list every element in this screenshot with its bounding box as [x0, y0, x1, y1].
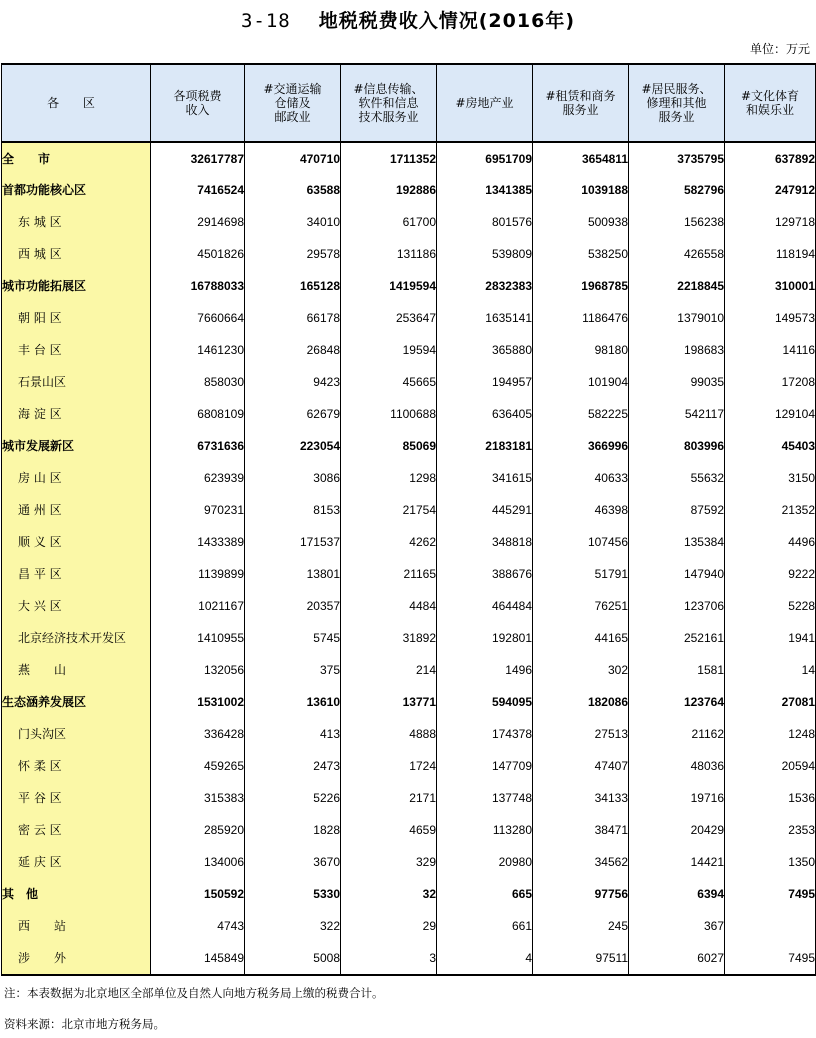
cell-value: 34010: [245, 206, 341, 238]
cell-value: 2832383: [437, 270, 533, 302]
unit-label: 单位：万元: [749, 42, 810, 56]
cell-value: 98180: [533, 334, 629, 366]
table-row: [2, 942, 816, 975]
cell-value: 20357: [245, 590, 341, 622]
cell-value: 8153: [245, 494, 341, 526]
cell-value: 801576: [437, 206, 533, 238]
cell-value: 118194: [725, 238, 816, 270]
cell-value: 66178: [245, 302, 341, 334]
cell-value: 129104: [725, 398, 816, 430]
cell-value: 6951709: [437, 142, 533, 174]
cell-value: 365880: [437, 334, 533, 366]
cell-value: 13801: [245, 558, 341, 590]
region-name: 石景山区: [2, 366, 151, 398]
cell-value: 165128: [245, 270, 341, 302]
table-row: [2, 750, 816, 782]
cell-value: 322: [245, 910, 341, 942]
region-name: 门头沟区: [2, 718, 151, 750]
cell-value: 2218845: [629, 270, 725, 302]
cell-value: 1828: [245, 814, 341, 846]
cell-value: 149573: [725, 302, 816, 334]
cell-value: 1021167: [151, 590, 245, 622]
table-row: [2, 494, 816, 526]
region-name: 燕 山: [2, 654, 151, 686]
column-header-resident-services: #居民服务、 修理和其他 服务业: [629, 64, 725, 142]
cell-value: 87592: [629, 494, 725, 526]
cell-value: 113280: [437, 814, 533, 846]
cell-value: 245: [533, 910, 629, 942]
cell-value: 5745: [245, 622, 341, 654]
cell-value: 145849: [151, 942, 245, 975]
cell-value: 1461230: [151, 334, 245, 366]
cell-value: 5008: [245, 942, 341, 975]
cell-value: 542117: [629, 398, 725, 430]
cell-value: 21162: [629, 718, 725, 750]
cell-value: 21754: [341, 494, 437, 526]
column-header-total: 各项税费 收入: [151, 64, 245, 142]
table-title: 地税税费收入情况(2016年): [318, 10, 575, 32]
cell-value: 1186476: [533, 302, 629, 334]
cell-value: 1635141: [437, 302, 533, 334]
cell-value: 32: [341, 878, 437, 910]
cell-value: 1350: [725, 846, 816, 878]
cell-value: 1100688: [341, 398, 437, 430]
cell-value: 134006: [151, 846, 245, 878]
cell-value: 147709: [437, 750, 533, 782]
cell-value: 27081: [725, 686, 816, 718]
cell-value: 19594: [341, 334, 437, 366]
cell-value: 7495: [725, 942, 816, 975]
cell-value: 970231: [151, 494, 245, 526]
cell-value: 375: [245, 654, 341, 686]
cell-value: 1379010: [629, 302, 725, 334]
cell-value: 247912: [725, 174, 816, 206]
cell-value: 131186: [341, 238, 437, 270]
column-header-region: 各 区: [2, 64, 151, 142]
cell-value: 129718: [725, 206, 816, 238]
cell-value: 1298: [341, 462, 437, 494]
cell-value: 55632: [629, 462, 725, 494]
cell-value: 366996: [533, 430, 629, 462]
cell-value: 16788033: [151, 270, 245, 302]
cell-value: 182086: [533, 686, 629, 718]
cell-value: 46398: [533, 494, 629, 526]
column-header-it: #信息传输、 软件和信息 技术服务业: [341, 64, 437, 142]
cell-value: 582796: [629, 174, 725, 206]
cell-value: 61700: [341, 206, 437, 238]
region-name: 房 山 区: [2, 462, 151, 494]
cell-value: 3670: [245, 846, 341, 878]
region-name: 西 站: [2, 910, 151, 942]
table-row: [2, 142, 816, 174]
cell-value: 637892: [725, 142, 816, 174]
cell-value: 7416524: [151, 174, 245, 206]
page-title: [0, 6, 816, 33]
cell-value: 4501826: [151, 238, 245, 270]
region-name: 密 云 区: [2, 814, 151, 846]
cell-value: 341615: [437, 462, 533, 494]
table-row: [2, 206, 816, 238]
cell-value: 4: [437, 942, 533, 975]
cell-value: 123706: [629, 590, 725, 622]
cell-value: 14116: [725, 334, 816, 366]
table-row: [2, 334, 816, 366]
cell-value: 214: [341, 654, 437, 686]
cell-value: 9222: [725, 558, 816, 590]
cell-value: 198683: [629, 334, 725, 366]
cell-value: 388676: [437, 558, 533, 590]
table-row: [2, 302, 816, 334]
header-row: [2, 64, 816, 142]
cell-value: 500938: [533, 206, 629, 238]
cell-value: 13771: [341, 686, 437, 718]
region-name: 丰 台 区: [2, 334, 151, 366]
cell-value: 194957: [437, 366, 533, 398]
column-header-real-estate: #房地产业: [437, 64, 533, 142]
cell-value: 4484: [341, 590, 437, 622]
cell-value: [725, 910, 816, 942]
table-row: [2, 654, 816, 686]
cell-value: 14421: [629, 846, 725, 878]
cell-value: 40633: [533, 462, 629, 494]
cell-value: 5226: [245, 782, 341, 814]
cell-value: 329: [341, 846, 437, 878]
cell-value: 17208: [725, 366, 816, 398]
table-row: [2, 558, 816, 590]
cell-value: 123764: [629, 686, 725, 718]
table-row: [2, 718, 816, 750]
cell-value: 348818: [437, 526, 533, 558]
cell-value: 4743: [151, 910, 245, 942]
cell-value: 2171: [341, 782, 437, 814]
table-row: [2, 526, 816, 558]
cell-value: 470710: [245, 142, 341, 174]
cell-value: 665: [437, 878, 533, 910]
column-header-culture-sports: #文化体育 和娱乐业: [725, 64, 816, 142]
cell-value: 13610: [245, 686, 341, 718]
cell-value: 2183181: [437, 430, 533, 462]
cell-value: 34133: [533, 782, 629, 814]
table-row: [2, 430, 816, 462]
table-row: [2, 686, 816, 718]
cell-value: 192886: [341, 174, 437, 206]
region-name: 昌 平 区: [2, 558, 151, 590]
region-name: 城市发展新区: [2, 430, 151, 462]
cell-value: 1581: [629, 654, 725, 686]
cell-value: 20594: [725, 750, 816, 782]
table-row: [2, 782, 816, 814]
table-row: [2, 366, 816, 398]
region-name: 怀 柔 区: [2, 750, 151, 782]
cell-value: 85069: [341, 430, 437, 462]
table-row: [2, 622, 816, 654]
table-row: [2, 462, 816, 494]
cell-value: 1941: [725, 622, 816, 654]
cell-value: 6731636: [151, 430, 245, 462]
cell-value: 1419594: [341, 270, 437, 302]
cell-value: 1248: [725, 718, 816, 750]
cell-value: 6394: [629, 878, 725, 910]
region-name: 生态涵养发展区: [2, 686, 151, 718]
cell-value: 156238: [629, 206, 725, 238]
region-name: 其 他: [2, 878, 151, 910]
region-name: 延 庆 区: [2, 846, 151, 878]
cell-value: 63588: [245, 174, 341, 206]
region-name: 城市功能拓展区: [2, 270, 151, 302]
table-row: [2, 238, 816, 270]
cell-value: 336428: [151, 718, 245, 750]
cell-value: 538250: [533, 238, 629, 270]
table-number: 3-18: [240, 10, 291, 32]
table-row: [2, 590, 816, 622]
cell-value: 38471: [533, 814, 629, 846]
cell-value: 6808109: [151, 398, 245, 430]
table-row: [2, 878, 816, 910]
cell-value: 174378: [437, 718, 533, 750]
cell-value: 192801: [437, 622, 533, 654]
cell-value: 9423: [245, 366, 341, 398]
cell-value: 1433389: [151, 526, 245, 558]
column-header-leasing: #租赁和商务 服务业: [533, 64, 629, 142]
region-name: 首都功能核心区: [2, 174, 151, 206]
cell-value: 3654811: [533, 142, 629, 174]
cell-value: 45403: [725, 430, 816, 462]
cell-value: 1039188: [533, 174, 629, 206]
cell-value: 44165: [533, 622, 629, 654]
table-note: 注：本表数据为北京地区全部单位及自然人向地方税务局上缴的税费合计。: [4, 986, 384, 1000]
cell-value: 252161: [629, 622, 725, 654]
cell-value: 302: [533, 654, 629, 686]
cell-value: 2353: [725, 814, 816, 846]
cell-value: 31892: [341, 622, 437, 654]
cell-value: 20980: [437, 846, 533, 878]
cell-value: 367: [629, 910, 725, 942]
cell-value: 426558: [629, 238, 725, 270]
table-row: [2, 174, 816, 206]
cell-value: 1410955: [151, 622, 245, 654]
cell-value: 310001: [725, 270, 816, 302]
region-name: 东 城 区: [2, 206, 151, 238]
cell-value: 1968785: [533, 270, 629, 302]
cell-value: 582225: [533, 398, 629, 430]
cell-value: 34562: [533, 846, 629, 878]
cell-value: 7660664: [151, 302, 245, 334]
cell-value: 223054: [245, 430, 341, 462]
cell-value: 1341385: [437, 174, 533, 206]
cell-value: 26848: [245, 334, 341, 366]
cell-value: 1531002: [151, 686, 245, 718]
cell-value: 107456: [533, 526, 629, 558]
cell-value: 2914698: [151, 206, 245, 238]
cell-value: 2473: [245, 750, 341, 782]
cell-value: 1496: [437, 654, 533, 686]
cell-value: 253647: [341, 302, 437, 334]
region-name: 涉 外: [2, 942, 151, 975]
cell-value: 48036: [629, 750, 725, 782]
cell-value: 21165: [341, 558, 437, 590]
cell-value: 62679: [245, 398, 341, 430]
table-row: [2, 846, 816, 878]
cell-value: 285920: [151, 814, 245, 846]
cell-value: 76251: [533, 590, 629, 622]
cell-value: 4659: [341, 814, 437, 846]
cell-value: 137748: [437, 782, 533, 814]
cell-value: 1139899: [151, 558, 245, 590]
cell-value: 135384: [629, 526, 725, 558]
cell-value: 5228: [725, 590, 816, 622]
cell-value: 132056: [151, 654, 245, 686]
cell-value: 6027: [629, 942, 725, 975]
cell-value: 32617787: [151, 142, 245, 174]
region-name: 通 州 区: [2, 494, 151, 526]
region-name: 全 市: [2, 142, 151, 174]
cell-value: 45665: [341, 366, 437, 398]
region-name: 西 城 区: [2, 238, 151, 270]
cell-value: 3086: [245, 462, 341, 494]
cell-value: 97511: [533, 942, 629, 975]
cell-value: 661: [437, 910, 533, 942]
cell-value: 594095: [437, 686, 533, 718]
cell-value: 413: [245, 718, 341, 750]
table-row: [2, 398, 816, 430]
cell-value: 27513: [533, 718, 629, 750]
cell-value: 3: [341, 942, 437, 975]
cell-value: 14: [725, 654, 816, 686]
cell-value: 20429: [629, 814, 725, 846]
region-name: 大 兴 区: [2, 590, 151, 622]
table-row: [2, 910, 816, 942]
cell-value: 4888: [341, 718, 437, 750]
cell-value: 464484: [437, 590, 533, 622]
cell-value: 97756: [533, 878, 629, 910]
cell-value: 21352: [725, 494, 816, 526]
cell-value: 150592: [151, 878, 245, 910]
cell-value: 459265: [151, 750, 245, 782]
cell-value: 29578: [245, 238, 341, 270]
cell-value: 1711352: [341, 142, 437, 174]
cell-value: 7495: [725, 878, 816, 910]
cell-value: 315383: [151, 782, 245, 814]
column-header-transport: #交通运输 仓储及 邮政业: [245, 64, 341, 142]
region-name: 顺 义 区: [2, 526, 151, 558]
cell-value: 1536: [725, 782, 816, 814]
cell-value: 539809: [437, 238, 533, 270]
region-name: 朝 阳 区: [2, 302, 151, 334]
cell-value: 29: [341, 910, 437, 942]
cell-value: 4262: [341, 526, 437, 558]
table-row: [2, 814, 816, 846]
cell-value: 19716: [629, 782, 725, 814]
cell-value: 101904: [533, 366, 629, 398]
cell-value: 3150: [725, 462, 816, 494]
cell-value: 5330: [245, 878, 341, 910]
data-source: 资料来源：北京市地方税务局。: [4, 1017, 165, 1031]
cell-value: 171537: [245, 526, 341, 558]
region-name: 北京经济技术开发区: [2, 622, 151, 654]
tax-revenue-table: [1, 63, 816, 976]
cell-value: 445291: [437, 494, 533, 526]
region-name: 海 淀 区: [2, 398, 151, 430]
cell-value: 47407: [533, 750, 629, 782]
cell-value: 1724: [341, 750, 437, 782]
cell-value: 803996: [629, 430, 725, 462]
cell-value: 3735795: [629, 142, 725, 174]
region-name: 平 谷 区: [2, 782, 151, 814]
cell-value: 4496: [725, 526, 816, 558]
cell-value: 858030: [151, 366, 245, 398]
cell-value: 51791: [533, 558, 629, 590]
table-row: [2, 270, 816, 302]
cell-value: 636405: [437, 398, 533, 430]
cell-value: 147940: [629, 558, 725, 590]
cell-value: 99035: [629, 366, 725, 398]
cell-value: 623939: [151, 462, 245, 494]
